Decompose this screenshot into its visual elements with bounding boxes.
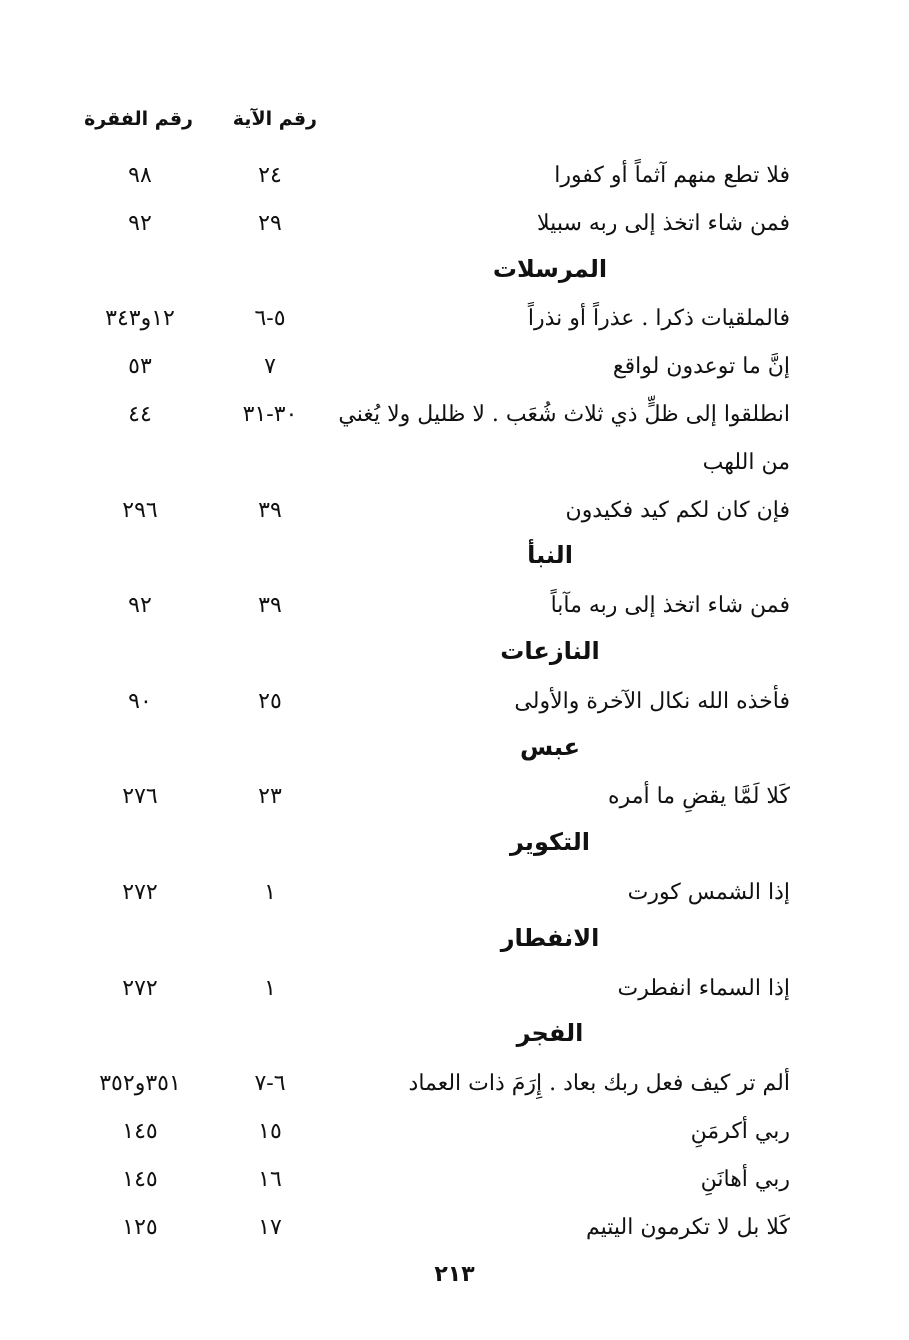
table-row xyxy=(0,863,909,911)
paragraph-number: ١٢٥ xyxy=(122,1214,158,1240)
table-row xyxy=(0,576,909,624)
verse-number: ٢٤ xyxy=(258,163,282,188)
table-row xyxy=(0,337,909,385)
verse-number: ١٧ xyxy=(258,1214,282,1240)
index-entries xyxy=(0,146,909,1245)
table-row xyxy=(0,146,909,194)
surah-heading-row xyxy=(0,242,909,290)
verse-text: فأخذه الله نكال الآخرة والأولى xyxy=(514,688,790,714)
surah-heading-row xyxy=(0,1006,909,1054)
verse-text: فمن شاء اتخذ إلى ربه مآباً xyxy=(550,593,790,619)
verse-number: ١ xyxy=(264,975,276,1001)
paragraph-number: ٢٧٦ xyxy=(122,784,158,810)
surah-title: عبس xyxy=(519,732,581,761)
paragraph-number-column-header: رقم الفقرة xyxy=(84,108,193,130)
surah-title: الفجر xyxy=(516,1019,584,1048)
paragraph-number: ٥٣ xyxy=(128,354,152,380)
table-row xyxy=(0,289,909,337)
surah-heading-row xyxy=(0,528,909,576)
verse-number: ٣٩ xyxy=(258,497,282,523)
paragraph-number: ١٤٥ xyxy=(122,1118,158,1144)
table-row xyxy=(0,672,909,720)
verse-number: ٦-٧ xyxy=(254,1071,286,1097)
table-row xyxy=(0,385,909,481)
table-row xyxy=(0,1198,909,1246)
verse-text: ربي أهانَنِ xyxy=(700,1166,790,1192)
verse-number-column-header: رقم الآية xyxy=(232,108,317,130)
surah-heading-row xyxy=(0,815,909,863)
verse-number: ٢٩ xyxy=(258,210,282,236)
verse-text: فإن كان لكم كيد فكيدون xyxy=(565,497,790,523)
verse-number: ٧ xyxy=(264,354,276,380)
verse-text: إذا الشمس كورت xyxy=(627,879,790,905)
verse-text: فالملقيات ذكرا . عذراً أو نذراً xyxy=(527,306,790,332)
verse-text: كَلا بل لا تكرمون اليتيم xyxy=(586,1214,790,1240)
paragraph-number: ٩٢ xyxy=(128,593,152,619)
verse-text: كَلا لَمَّا يقضِ ما أمره xyxy=(608,784,790,810)
verse-number: ١٦ xyxy=(258,1166,282,1192)
surah-title: النازعات xyxy=(500,636,600,665)
paragraph-number: ٤٤ xyxy=(128,401,152,427)
verse-text: ربي أكرمَنِ xyxy=(690,1118,790,1144)
verse-text: انطلقوا إلى ظلٍّ ذي ثلاث شُعَب . لا ظليل ولا يُغني من اللهب xyxy=(338,401,790,475)
verse-text: إنَّ ما توعدون لواقع xyxy=(612,354,790,380)
paragraph-number: ٩٠ xyxy=(128,688,152,714)
verse-text: فمن شاء اتخذ إلى ربه سبيلا xyxy=(537,210,790,236)
surah-title: التكوير xyxy=(510,828,590,857)
surah-title: النبأ xyxy=(527,541,573,570)
verse-text: ألم تر كيف فعل ربك بعاد . إِرَمَ ذات العماد xyxy=(408,1071,790,1097)
verse-number: ١٥ xyxy=(258,1118,282,1144)
table-row xyxy=(0,767,909,815)
verse-number: ٢٣ xyxy=(258,784,282,810)
surah-heading-row xyxy=(0,720,909,768)
paragraph-number: ١٢و٣٤٣ xyxy=(105,306,175,332)
paragraph-number: ١٤٥ xyxy=(122,1166,158,1192)
verse-number: ٣٩ xyxy=(258,593,282,619)
surah-heading-row xyxy=(0,911,909,959)
table-row xyxy=(0,1102,909,1150)
verse-number: ٢٥ xyxy=(258,688,282,714)
paragraph-number: ٣٥١و٣٥٢ xyxy=(99,1071,181,1097)
table-row xyxy=(0,481,909,529)
paragraph-number: ٢٩٦ xyxy=(122,497,158,523)
paragraph-number: ٢٧٢ xyxy=(122,879,158,905)
table-row xyxy=(0,1150,909,1198)
table-header xyxy=(0,108,909,138)
paragraph-number: ٢٧٢ xyxy=(122,975,158,1001)
table-row xyxy=(0,959,909,1007)
verse-number: ٣٠-٣١ xyxy=(242,401,298,427)
paragraph-number: ٩٨ xyxy=(128,163,152,188)
surah-title: الانفطار xyxy=(500,923,600,952)
verse-text: فلا تطع منهم آثماً أو كفورا xyxy=(554,163,790,188)
surah-title: المرسلات xyxy=(492,254,608,283)
page-number: ٢١٣ xyxy=(434,1262,475,1287)
verse-text: إذا السماء انفطرت xyxy=(617,975,790,1001)
verse-number: ١ xyxy=(264,879,276,905)
table-row xyxy=(0,1054,909,1102)
surah-heading-row xyxy=(0,624,909,672)
paragraph-number: ٩٢ xyxy=(128,210,152,236)
table-row xyxy=(0,194,909,242)
verse-number: ٥-٦ xyxy=(254,306,286,332)
